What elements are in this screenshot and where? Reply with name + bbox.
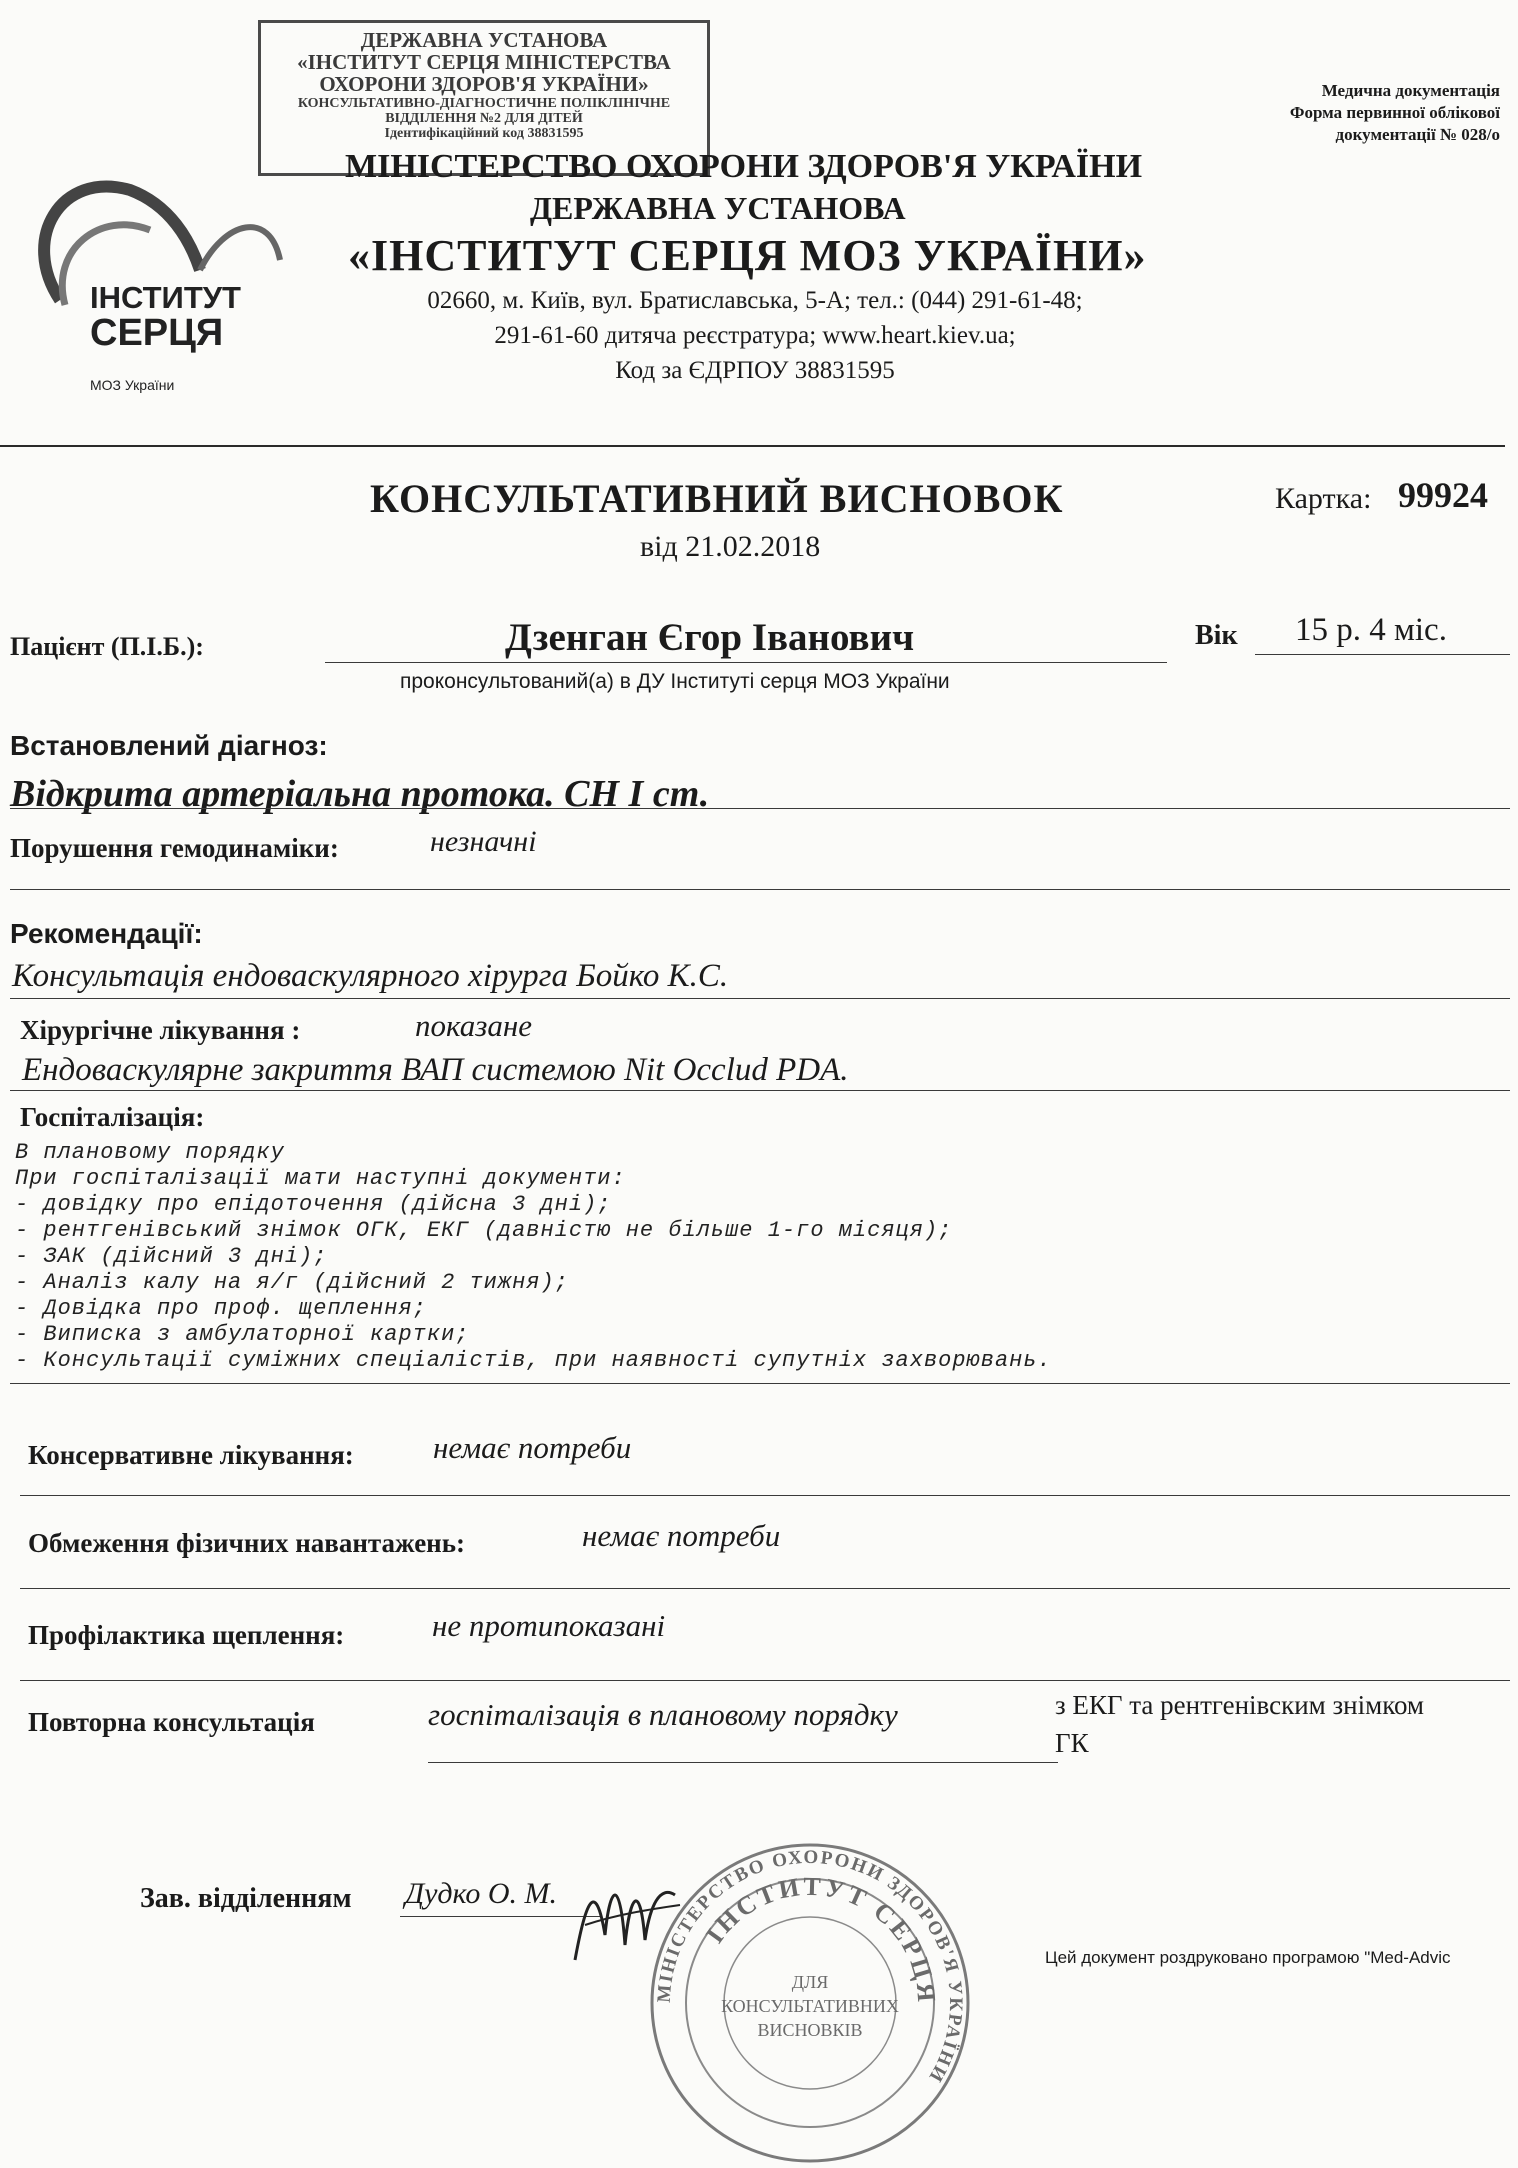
head-of-department-name: Дудко О. М. (405, 1877, 558, 1910)
physical-label: Обмеження фізичних навантажень: (28, 1528, 466, 1558)
surgery-detail: Ендоваскулярне закриття ВАП системою Nit Occlud PDA. (22, 1052, 849, 1088)
form-note-line: Форма первинної облікової (1289, 103, 1500, 123)
recommendations-value: Консультація ендоваскулярного хірурга Бойко К.С. (12, 958, 729, 994)
patient-name-underline (325, 662, 1167, 663)
consulted-note: проконсультований(а) в ДУ Інституті серця МОЗ України (400, 670, 950, 693)
institute-heading: «ІНСТИТУТ СЕРЦЯ МОЗ УКРАЇНИ» (348, 231, 1147, 280)
ministry-heading: МІНІСТЕРСТВО ОХОРОНИ ЗДОРОВ'Я УКРАЇНИ (345, 148, 1143, 185)
institute-address (340, 283, 1170, 388)
age-underline (1255, 654, 1510, 655)
card-number: 99924 (1398, 475, 1488, 515)
seal-center-text: ДЛЯ (791, 1972, 829, 1992)
hemodynamics-label: Порушення гемодинаміки: (10, 833, 339, 863)
document-title: КОНСУЛЬТАТИВНИЙ ВИСНОВОК (370, 476, 1064, 521)
seal-outer-text: МІНІСТЕРСТВО ОХОРОНИ ЗДОРОВ'Я УКРАЇНИ (653, 1846, 967, 2087)
form-note-line: документації № 028/о (1335, 125, 1500, 145)
repeat-value: госпіталізація в плановому порядку (428, 1697, 898, 1732)
header-divider (0, 445, 1505, 447)
vaccination-underline (20, 1680, 1510, 1681)
hemodynamics-underline (10, 889, 1510, 890)
hospitalization-line: В плановому порядку (15, 1140, 285, 1165)
diagnosis-underline (10, 808, 1510, 809)
hospitalization-line: - рентгенівський знімок ОГК, ЕКГ (давністю не більше 1-го місяця); (15, 1218, 953, 1243)
stamp-line: ДЕРЖАВНА УСТАНОВА (360, 28, 608, 52)
repeat-note: з ЕКГ та рентгенівским знімком (1055, 1690, 1425, 1720)
diagnosis-label: Встановлений діагноз: (10, 730, 328, 761)
conservative-value: немає потреби (433, 1430, 632, 1465)
hospitalization-line: - Виписка з амбулаторної картки; (15, 1322, 470, 1347)
address-line: 02660, м. Київ, вул. Братиславська, 5-А; тел.: (044) 291-61-48; (427, 287, 1083, 314)
conservative-underline (20, 1495, 1510, 1496)
stamp-line: «ІНСТИТУТ СЕРЦЯ МІНІСТЕРСТВА (297, 50, 671, 75)
stamp-line: ОХОРОНИ ЗДОРОВ'Я УКРАЇНИ» (319, 72, 649, 97)
seal-ring-text: ІНСТИТУТ СЕРЦЯ (699, 1871, 942, 2006)
surgery-label: Хірургічне лікування : (20, 1015, 301, 1045)
stamp-line: ВІДДІЛЕННЯ №2 ДЛЯ ДІТЕЙ (385, 110, 583, 126)
logo-word: СЕРЦЯ (90, 312, 224, 354)
patient-name: Дзенган Єгор Іванович (505, 616, 915, 659)
hospitalization-label: Госпіталізація: (20, 1102, 205, 1132)
vaccination-value: не протипоказані (432, 1608, 666, 1643)
repeat-note: ГК (1055, 1728, 1089, 1758)
form-note-line: Медична документація (1321, 81, 1500, 100)
repeat-underline (428, 1762, 1058, 1763)
hospitalization-line: - довідку про епідоточення (дійсна 3 дні); (15, 1192, 612, 1217)
diagnosis-value: Відкрита артеріальна протока. СН І ст. (10, 773, 710, 815)
heart-logo-icon (20, 150, 290, 400)
address-line: Код за ЄДРПОУ 38831595 (615, 357, 895, 384)
hospitalization-underline (10, 1383, 1510, 1384)
age-value: 15 р. 4 міс. (1295, 612, 1447, 648)
address-line: 291-61-60 дитяча реєстратура; www.heart.kiev.ua; (494, 322, 1016, 349)
conservative-label: Консервативне лікування: (28, 1440, 354, 1470)
vaccination-label: Профілактика щеплення: (28, 1620, 345, 1650)
surgery-value: показане (415, 1008, 532, 1043)
physical-value: немає потреби (582, 1518, 781, 1553)
printed-by-note: Цей документ роздруковано програмою "Med-Advic (1045, 1948, 1451, 1967)
stamp-line: Ідентифікаційний код 38831595 (384, 125, 584, 141)
hospitalization-line: - Консультації суміжних спеціалістів, при наявності супутніх захворювань. (15, 1348, 1052, 1373)
physical-underline (20, 1588, 1510, 1589)
stamp-line: КОНСУЛЬТАТИВНО-ДІАГНОСТИЧНЕ ПОЛІКЛІНІЧНЕ (297, 96, 671, 112)
recommendations-underline (10, 998, 1510, 999)
hemodynamics-value: незначні (430, 825, 537, 858)
hospitalization-line: При госпіталізації мати наступні документи: (15, 1166, 626, 1191)
seal-center-text: КОНСУЛЬТАТИВНИХ (721, 1996, 899, 2016)
card-label: Картка: (1275, 482, 1372, 515)
document-date: від 21.02.2018 (640, 530, 821, 563)
institute-logo (20, 150, 290, 400)
round-seal (645, 1838, 975, 2168)
surgery-underline (10, 1090, 1510, 1091)
hospitalization-line: - Довідка про проф. щеплення; (15, 1296, 427, 1321)
seal-center-text: ВИСНОВКІВ (757, 2020, 863, 2040)
logo-word: ІНСТИТУТ (90, 280, 241, 315)
patient-label: Пацієнт (П.І.Б.): (10, 632, 204, 661)
head-of-department-label: Зав. відділенням (140, 1883, 352, 1914)
hospitalization-line: - ЗАК (дійсний 3 дні); (15, 1244, 328, 1269)
logo-caption: МОЗ України (90, 377, 175, 393)
recommendations-label: Рекомендації: (10, 918, 203, 949)
state-heading: ДЕРЖАВНА УСТАНОВА (530, 190, 906, 226)
hospitalization-list (15, 1140, 1052, 1374)
age-label: Вік (1195, 620, 1238, 651)
hospitalization-line: - Аналіз калу на я/г (дійсний 2 тижня); (15, 1270, 569, 1295)
repeat-label: Повторна консультація (28, 1707, 315, 1737)
form-note (1290, 80, 1500, 146)
